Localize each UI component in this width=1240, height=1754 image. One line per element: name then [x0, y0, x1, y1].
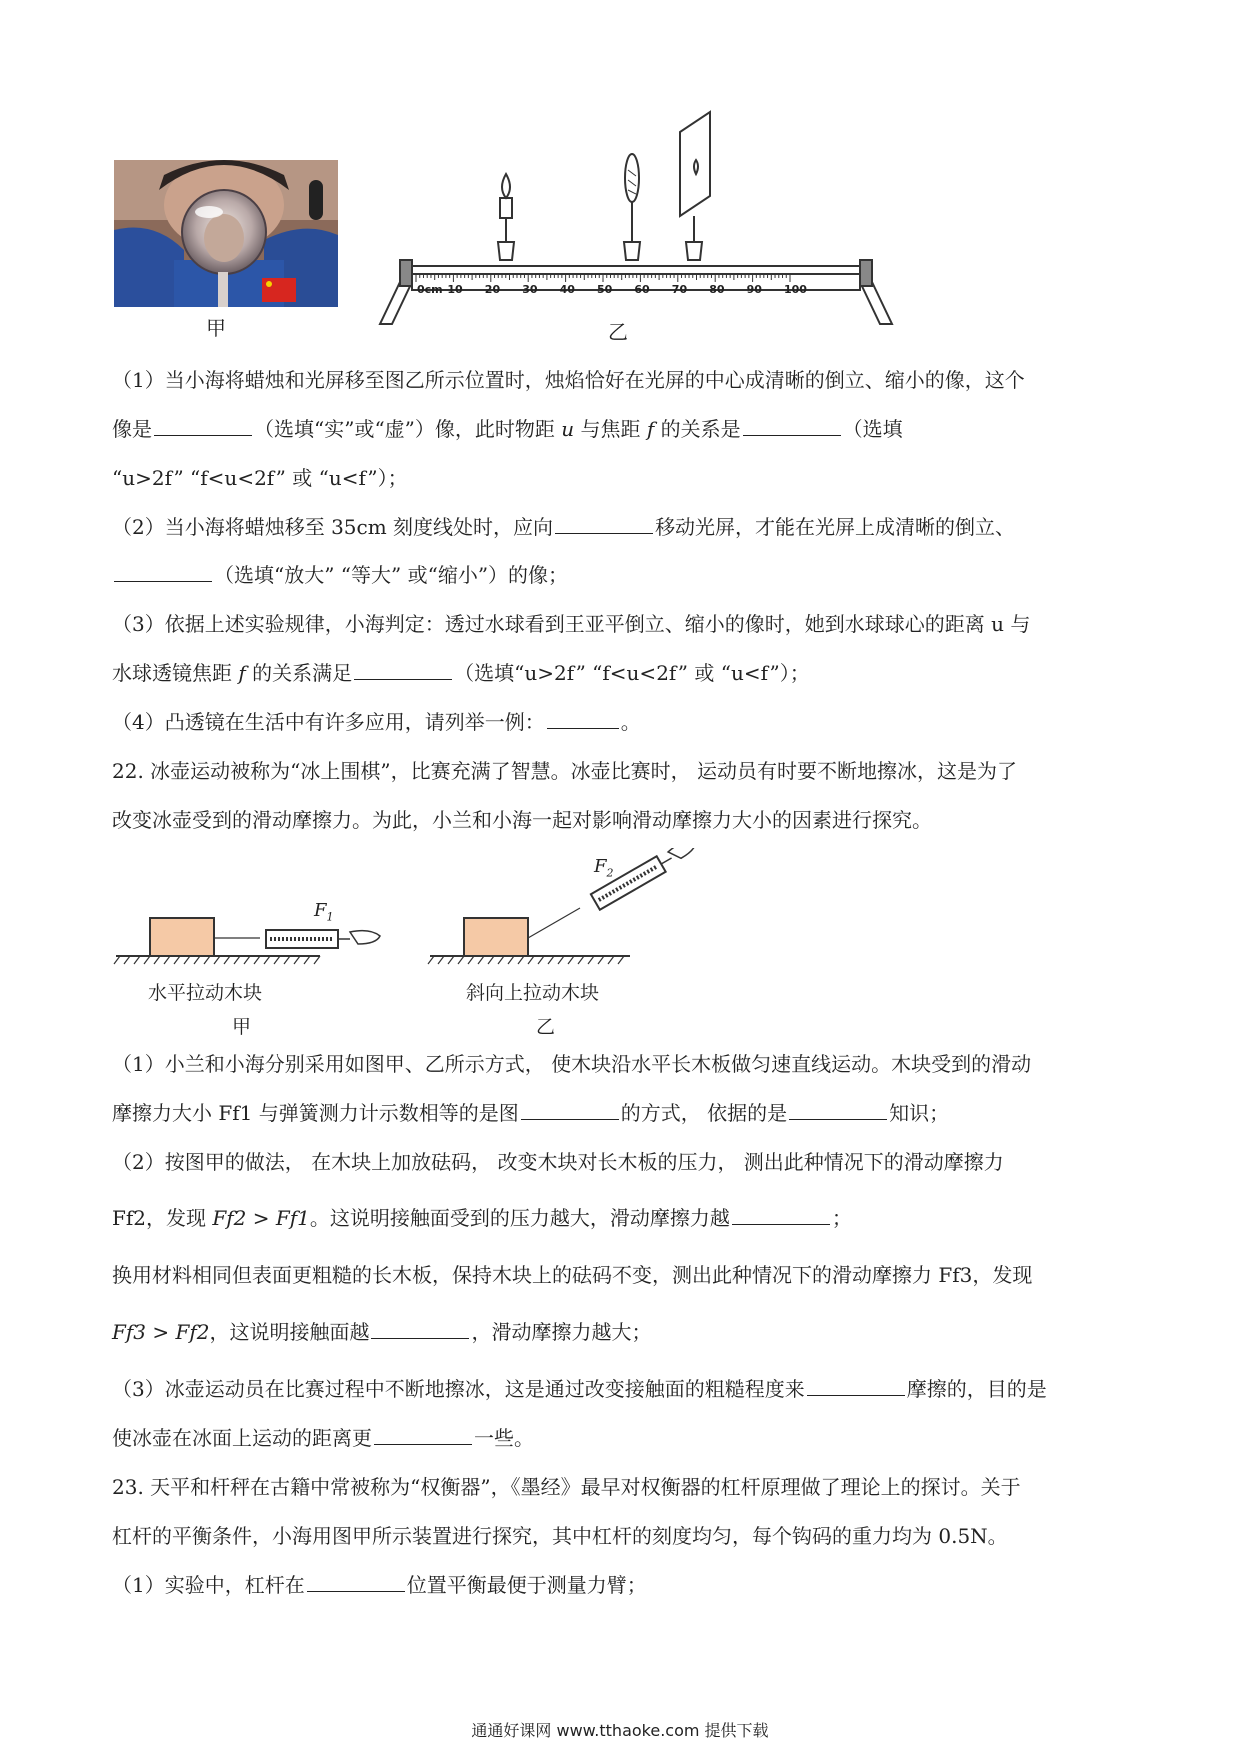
answer-blank[interactable] [521, 1099, 619, 1120]
q22-intro-line2 [112, 806, 932, 834]
q21-p1-text: （1）当小海将蜡烛和光屏移至图乙所示位置时，烛焰恰好在光屏的中心成清晰的倒立、缩小的像，这个 [112, 368, 1025, 392]
q21-p1-line1 [112, 366, 1025, 394]
q22-p2-line4 [112, 1318, 651, 1346]
q22-p3-text-2a: 使冰壶在冰面上运动的距离更 [112, 1426, 372, 1450]
q22-p2-line2 [112, 1204, 852, 1232]
q22-p2-text-3: 换用材料相同但表面更粗糙的长木板，保持木块上的砝码不变，测出此种情况下的滑动摩擦力 Ff3，发现 [112, 1263, 1033, 1287]
q22-p3-text-b: 摩擦的，目的是 [906, 1377, 1047, 1401]
answer-blank[interactable] [307, 1571, 405, 1592]
force-label-f2 [594, 856, 614, 880]
page-footer: 通通好课网 www.tthaoke.com 提供下载 [471, 1721, 769, 1740]
force-label-f1 [314, 900, 334, 924]
q22-p3-line1 [112, 1375, 1047, 1403]
q22-p2-text-c: 。这说明接触面受到的压力越大，滑动摩擦力越 [309, 1206, 730, 1230]
answer-blank[interactable] [555, 513, 653, 534]
force-f2-subscript: 2 [606, 866, 614, 880]
var-u: u [561, 417, 575, 441]
q22-p1-text-a: 摩擦力大小 Ff1 与弹簧测力计示数相等的是图 [112, 1101, 519, 1125]
q21-p1-text-a: 像是 [112, 417, 152, 441]
astronaut-water-ball-photo [114, 160, 338, 307]
q21-p2-text-b: 移动光屏，才能在光屏上成清晰的倒立、 [655, 515, 1016, 539]
q22-p2-line3 [112, 1261, 1032, 1289]
q23-intro-line1 [112, 1473, 1021, 1501]
q22-p2-text: （2）按图甲的做法， 在木块上加放砝码， 改变木块对长木板的压力， 测出此种情况下的滑动摩擦力 [112, 1150, 1004, 1174]
ruler-label: 60 [634, 283, 650, 296]
answer-blank[interactable] [371, 1318, 469, 1339]
ruler-label: 20 [484, 283, 501, 296]
q22-p1-text-c: 知识； [889, 1101, 950, 1125]
q22-p2-text-d: ； [831, 1206, 852, 1230]
q22-p3-line2 [112, 1424, 534, 1452]
q21-p2-options: （选填“放大” “等大” 或“缩小”）的像； [214, 563, 569, 587]
q22-intro-text1: 22. 冰壶运动被称为“冰上围棋”，比赛充满了智慧。冰壶比赛时， 运动员有时要不断地擦冰，这是为了 [112, 759, 1017, 783]
q22-p2-text-4c: ，滑动摩擦力越大； [471, 1320, 652, 1344]
q21-p1-line2 [112, 415, 903, 443]
q21-p3-text-b: 的关系满足 [252, 661, 353, 685]
answer-blank[interactable] [807, 1375, 905, 1396]
fig-right-caption: 乙 [536, 1016, 556, 1038]
q21-p2-line2 [112, 561, 568, 589]
q23-intro-text1: 23. 天平和杆秤在古籍中常被称为“权衡器”，《墨经》最早对权衡器的杠杆原理做了理论上的探讨。关于 [112, 1475, 1021, 1499]
q23-intro-text2: 杠杆的平衡条件，小海用图甲所示装置进行探究，其中杠杆的刻度均匀，每个钩码的重力均为 0.5N。 [112, 1524, 1008, 1548]
q21-p3-line1 [112, 610, 1030, 638]
q21-p2-line1 [112, 513, 1015, 541]
optical-bench-diagram [376, 110, 896, 330]
q21-p1-text-c: 与焦距 [580, 417, 641, 441]
q22-formula1: Ff2 > Ff1 [212, 1206, 310, 1230]
ruler-label: 50 [597, 283, 613, 296]
q22-p2-text-a: Ff2，发现 [112, 1206, 207, 1230]
q22-intro-text2: 改变冰壶受到的滑动摩擦力。为此，小兰和小海一起对影响滑动摩擦力大小的因素进行探究。 [112, 808, 932, 832]
q22-p2-line1 [112, 1148, 1004, 1176]
q21-p3-text: （3）依据上述实验规律，小海判定：透过水球看到王亚平倒立、缩小的像时，她到水球球心的距离 u 与 [112, 612, 1031, 636]
ruler-label: 70 [671, 283, 688, 296]
answer-blank[interactable] [374, 1424, 472, 1445]
q21-p3-text-a: 水球透镜焦距 [112, 661, 232, 685]
answer-blank[interactable] [354, 659, 452, 680]
q22-p3-text-2b: 一些。 [474, 1426, 534, 1450]
q23-p1-text-a: （1）实验中，杠杆在 [112, 1573, 305, 1597]
q22-p1-text: （1）小兰和小海分别采用如图甲、乙所示方式， 使木块沿水平长木板做匀速直线运动。木块受到的滑动 [112, 1052, 1032, 1076]
q21-p4-text: （4）凸透镜在生活中有许多应用，请列举一例： [112, 710, 545, 734]
q22-formula2: Ff3 > Ff2 [112, 1320, 210, 1344]
q21-p1-text-b: （选填“实”或“虚”）像，此时物距 [254, 417, 555, 441]
q22-p1-text-b: 的方式， 依据的是 [620, 1101, 788, 1125]
ruler-label: 80 [709, 283, 725, 296]
q21-p2-text-a: （2）当小海将蜡烛移至 35cm 刻度线处时，应向 [112, 515, 554, 539]
q22-p1-line2 [112, 1099, 949, 1127]
q23-p1-text-b: 位置平衡最便于测量力臂； [406, 1573, 647, 1597]
q23-intro-line2 [112, 1522, 1008, 1550]
fig-left-caption: 甲 [232, 1016, 252, 1038]
ruler-label: 30 [522, 283, 538, 296]
figure1-caption-right: 乙 [608, 320, 628, 344]
ruler-label: 100 [784, 283, 807, 296]
q21-p1-options: “u>2f” “f<u<2f” 或 “u<f”）； [112, 466, 408, 490]
fig-right-label: 斜向上拉动木块 [466, 982, 600, 1004]
answer-blank[interactable] [743, 415, 841, 436]
ruler-label: 10 [447, 283, 463, 296]
q22-p1-line1 [112, 1050, 1031, 1078]
q21-p1-text-e: （选填 [842, 417, 903, 441]
answer-blank[interactable] [114, 561, 212, 582]
q21-p1-line3 [112, 464, 408, 492]
var-f: f [238, 661, 246, 685]
var-f: f [646, 417, 655, 441]
friction-experiment-diagram [110, 848, 710, 976]
q21-p4-line [112, 708, 641, 736]
ruler-label: 0cm [417, 283, 443, 296]
q23-p1-line [112, 1571, 647, 1599]
q22-p3-text-a: （3）冰壶运动员在比赛过程中不断地擦冰，这是通过改变接触面的粗糙程度来 [112, 1377, 805, 1401]
answer-blank[interactable] [154, 415, 252, 436]
ruler-label: 90 [746, 283, 762, 296]
force-f1-subscript: 1 [326, 910, 334, 924]
fig-left-label: 水平拉动木块 [148, 982, 263, 1004]
force-f2-symbol: F [594, 856, 607, 877]
answer-blank[interactable] [732, 1204, 830, 1225]
answer-blank[interactable] [789, 1099, 887, 1120]
force-f1-symbol: F [314, 900, 327, 921]
figure1-caption-left: 甲 [206, 316, 226, 340]
q22-intro-line1 [112, 757, 1017, 785]
q21-p1-text-d: 的关系是 [660, 417, 741, 441]
q22-p2-text-4b: ，这说明接触面越 [209, 1320, 370, 1344]
q21-p4-end: 。 [620, 710, 641, 734]
answer-blank[interactable] [547, 708, 619, 729]
q21-p3-line2 [112, 659, 810, 687]
ruler-label: 40 [559, 283, 575, 296]
q21-p3-options: （选填“u>2f” “f<u<2f” 或 “u<f”）； [454, 661, 810, 685]
